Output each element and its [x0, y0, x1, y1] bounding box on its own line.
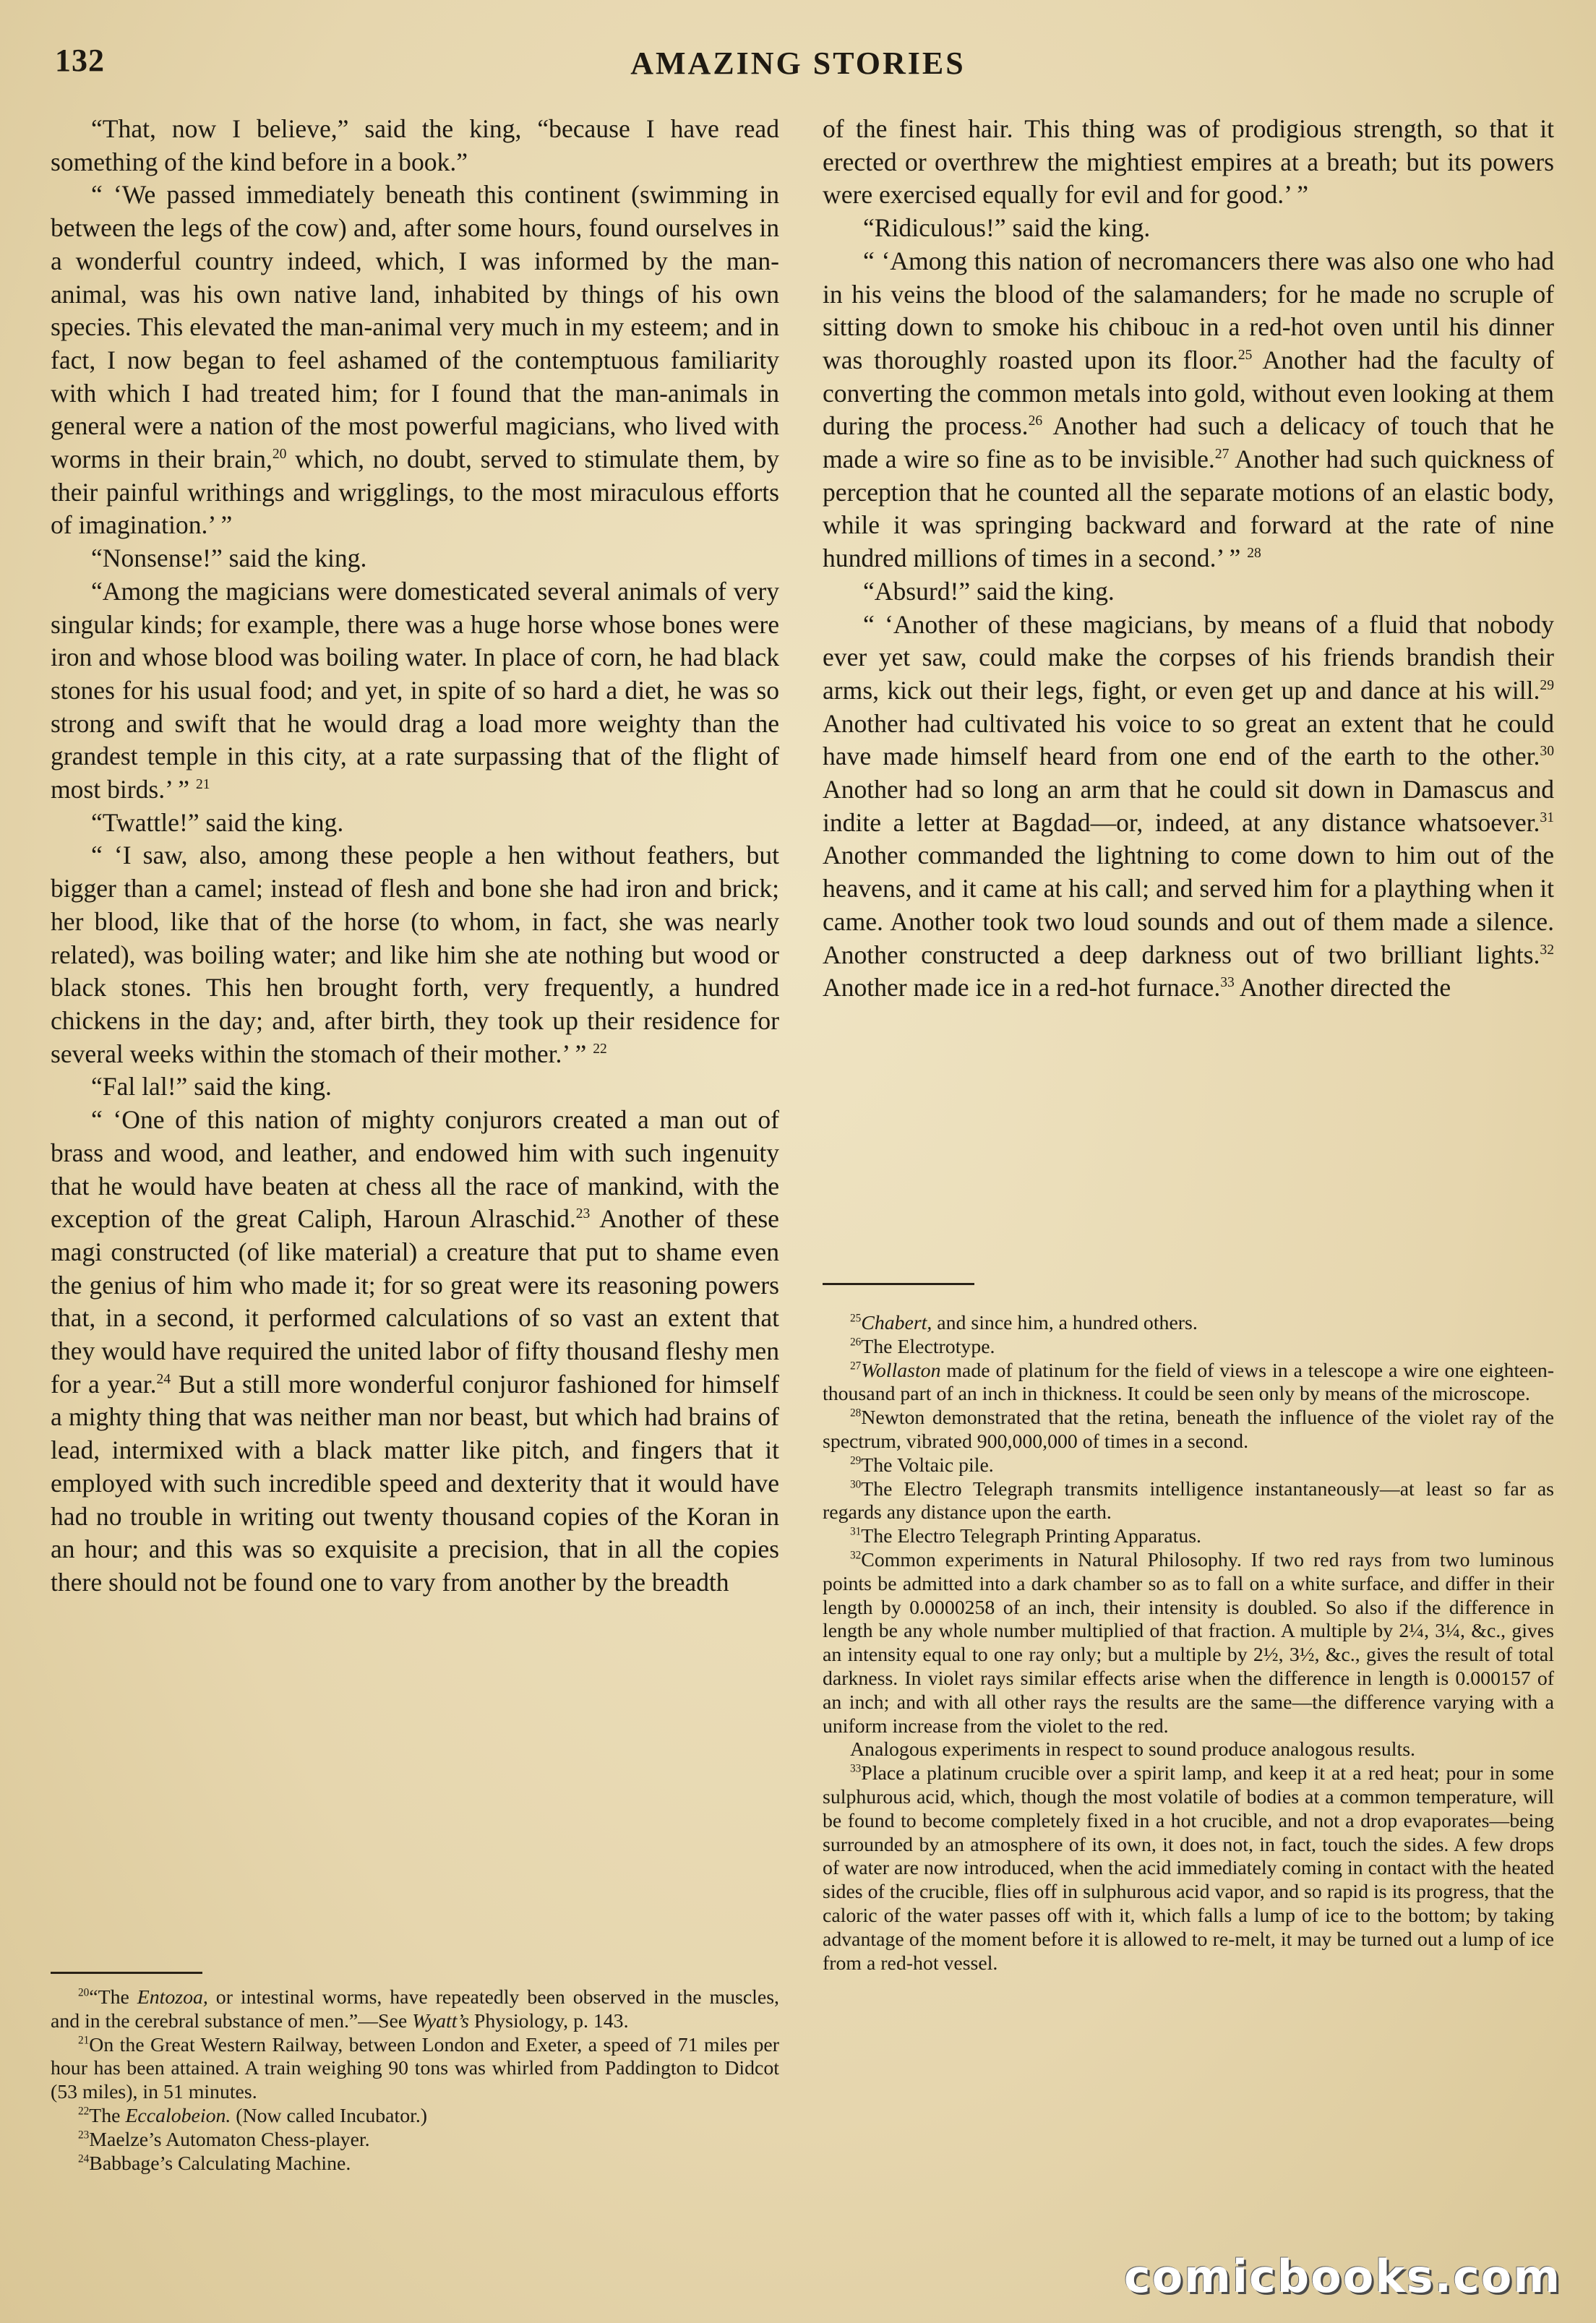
watermark-logo: comicbooks.com [1123, 2250, 1561, 2303]
footnote: $^{28}$Newton demonstrated that the retina, beneath the influence of the violet ray of the spectrum, vibrated 900,000,000 of times in a second. [823, 1407, 1554, 1453]
footnote-ref: 32 [1540, 942, 1554, 958]
footnote: $^{31}$The Electro Telegraph Printing Apparatus. [850, 1525, 1202, 1548]
footnote: $^{30}$The Electro Telegraph transmits intelligence instantaneously—at least so far as regards any distance upon the earth. [823, 1477, 1554, 1524]
left-column [51, 113, 779, 1600]
paragraph: “Nonsense!” said the king. [91, 544, 367, 573]
footnote-rule-left [51, 1972, 202, 1974]
paragraph: “ ‘We passed immediately beneath this continent (swimming in between the legs of the cow) and, after some hours, found ourselves in a wonderful country indeed, which, I was informed by the man-animal, was his own native land, inhabited by things of his own species. This elevated the man-animal very much in my esteem; and in fact, I now began to feel ashamed of the contemptuous familiarity with which I had treated him; for I found that the man-animals in general were a nation of the most powerful magicians, who lived with worms in their brain,$^{20}$ which, no doubt, served to stimulate them, by their painful writhings and wrigglings, to the most miraculous efforts of imagination.’ ” [51, 180, 780, 540]
footnote-ref: 23 [575, 1206, 591, 1222]
footnote-ref: 26 [1028, 413, 1043, 429]
footnote: $^{21}$On the Great Western Railway, between London and Exeter, a speed of 71 miles per hour has been attained. A train weighing 90 tons was whirled from Paddington to Didcot (53 miles), in 51 minutes. [51, 2033, 779, 2104]
footnote: $^{20}$“The Entozoa, or intestinal worms, have repeatedly been observed in the muscles, and in the cerebral substance of men.”—See Wyatt’s Physiology, p. 143. [51, 1986, 779, 2032]
paragraph: “Among the magicians were domesticated several animals of very singular kinds; for example, there was a huge horse whose bones were iron and whose blood was boiling water. In place of corn, he had black stones for his usual food; and yet, in spite of so hard a diet, he was so strong and swift that he would drag a load more weighty than the grandest temple in this city, at a rate surpassing that of the flight of most birds.’ ” $^{21}$ [51, 576, 779, 804]
paragraph: “ ‘I saw, also, among these people a hen without feathers, but bigger than a camel; instead of flesh and bone she had iron and brick; her blood, like that of the horse (to whom, in fact, she was nearly related), was boiling water; and like him she ate nothing but wood or black stones. This hen brought forth, very frequently, a hundred chickens in the day; and, after birth, they took up their residence for several weeks within the stomach of their mother.’ ” $^{22}$ [51, 841, 779, 1068]
paragraph: “ ‘Another of these magicians, by means of a fluid that nobody ever yet saw, could make the corpses of his friends brandish their arms, kick out their legs, fight, or even get up and dance at his will.$^{29}$ Another had cultivated his voice to so great an extent that he could have made himself heard from one end of the earth to the other.$^{30}$ Another had so long an arm that he could sit down in Damascus and indite a letter at Bagdad—or, indeed, at any distance whatsoever.$^{31}$ Another commanded the lightning to come down to him out of the heavens, and it came at his call; and served him for a plaything when it came. Another took two loud sounds and out of them made a silence. Another constructed a deep darkness out of two brilliant lights.$^{32}$ Another made ice in a red-hot furnace.$^{33}$ Another directed the [823, 609, 1554, 1002]
paragraph: “Fal lal!” said the king. [91, 1072, 332, 1102]
footnote-ref: 20 [272, 447, 287, 463]
footnote: $^{29}$The Voltaic pile. [850, 1454, 994, 1477]
footnote: $^{33}$Place a platinum crucible over a spirit lamp, and keep it at a red heat; pour in some sulphurous acid, which, though the most volatile of bodies at a common temperature, will be found to become completely fixed in a hot crucible, and not a drop evaporates—being surrounded by an atmosphere of its own, it does not, in fact, touch the sides. A few drops of water are now introduced, when the acid immediately coming in contact with the heated sides of the crucible, flies off in sulphurous acid vapor, and so rapid is its progress, that the caloric of the water passes off with it, which falls a lump of ice to the bottom; by taking advantage of the moment before it is allowed to re-melt, it may be turned out a lump of ice from a red-hot vessel. [823, 1762, 1554, 1975]
footnote-ref: 30 [1540, 744, 1554, 760]
right-column [823, 113, 1554, 1005]
footnote-ref: 27 [1214, 447, 1230, 463]
footnote: $^{32}$Common experiments in Natural Philosophy. If two red rays from two luminous points be admitted into a dark chamber so as to fall on a white surface, and differ in their length by 0.0000258 of an inch, their intensity is doubled. So also if the difference in length be any whole number multiplied of that fraction. A multiple by 2¼, 3¼, &c., gives an intensity equal to one ray only; but a multiple by 2½, 3½, &c., gives the result of total darkness. In violet rays similar effects arise when the difference in length is 0.000157 of an inch; and with all other rays the results are the same—the difference varying with a uniform increase from the violet to the red. [823, 1548, 1554, 1738]
paragraph: of the finest hair. This thing was of prodigious strength, so that it erected or overthrew the mightiest empires at a breath; but its powers were exercised equally for evil and for good.’ ” [823, 114, 1554, 210]
footnote: $^{23}$Maelze’s Automaton Chess-player. [78, 2128, 370, 2151]
paragraph: “Ridiculous!” said the king. [863, 213, 1151, 243]
running-head: AMAZING STORIES [630, 46, 966, 81]
footnote: Analogous experiments in respect to sound produce analogous results. [850, 1738, 1416, 1761]
paragraph: “Absurd!” said the king. [863, 576, 1115, 606]
footnote-ref: 33 [1220, 975, 1235, 991]
footnote: $^{24}$Babbage’s Calculating Machine. [78, 2152, 351, 2175]
footnote-ref: 24 [156, 1371, 171, 1387]
footnote-ref: 25 [1237, 348, 1253, 364]
paragraph: “Twattle!” said the king. [91, 807, 344, 837]
footnote: $^{26}$The Electrotype. [850, 1335, 995, 1358]
paragraph: “That, now I believe,” said the king, “because I have read something of the kind before in a book.” [51, 114, 779, 176]
footnote-ref: 31 [1540, 810, 1554, 825]
footnote-ref: 21 [195, 777, 210, 793]
footnote-ref: 22 [593, 1041, 607, 1057]
footnote-ref: 29 [1540, 678, 1554, 694]
footnote: $^{22}$The Eccalobeion. (Now called Incubator.) [78, 2104, 428, 2127]
footnote-rule-right [823, 1283, 974, 1285]
paragraph: “ ‘One of this nation of mighty conjurors created a man out of brass and wood, and leather, and endowed him with such ingenuity that he would have beaten at chess all the race of mankind, with the exception of the great Caliph, Haroun Alraschid.$^{23}$ Another of these magi constructed (of like material) a creature that put to shame even the genius of him who made it; for so great were its reasoning powers that, in a second, it performed calculations of so vast an extent that they would have required the united labor of fifty thousand fleshy men for a year.$^{24}$ But a still more wonderful conjuror fashioned for himself a mighty thing that was neither man nor beast, but which had brains of lead, intermixed with a black matter like pitch, and fingers that it employed with such incredible speed and dexterity that it would have had no trouble in writing out twenty thousand copies of the Koran in an hour; and this was so exquisite a precision, that in all the copies there should not be found one to vary from another by the breadth [51, 1105, 780, 1597]
footnote-ref: 28 [1247, 546, 1261, 562]
paragraph: “ ‘Among this nation of necromancers there was also one who had in his veins the blood of the salamanders; for he made no scruple of sitting down to smoke his chibouc in a red-hot oven until his dinner was thoroughly roasted upon its floor.$^{25}$ Another had the faculty of converting the common metals into gold, without even looking at them during the process.$^{26}$ Another had such a delicacy of touch that he made a wire so fine as to be invisible.$^{27}$ Another had such quickness of perception that he counted all the separate motions of an elastic body, while it was springing backward and forward at the rate of nine hundred millions of times in a second.’ ” $^{28}$ [823, 246, 1555, 573]
page-number: 132 [55, 43, 105, 78]
footnote: $^{25}$Chabert, and since him, a hundred others. [850, 1312, 1198, 1334]
footnotes-right [823, 1312, 1554, 1975]
footnote: $^{27}$Wollaston made of platinum for the field of views in a telescope a wire one eighteen-thousand part of an inch in thickness. It could be seen only by means of the microscope. [823, 1359, 1554, 1406]
footnotes-left [51, 1986, 779, 2176]
